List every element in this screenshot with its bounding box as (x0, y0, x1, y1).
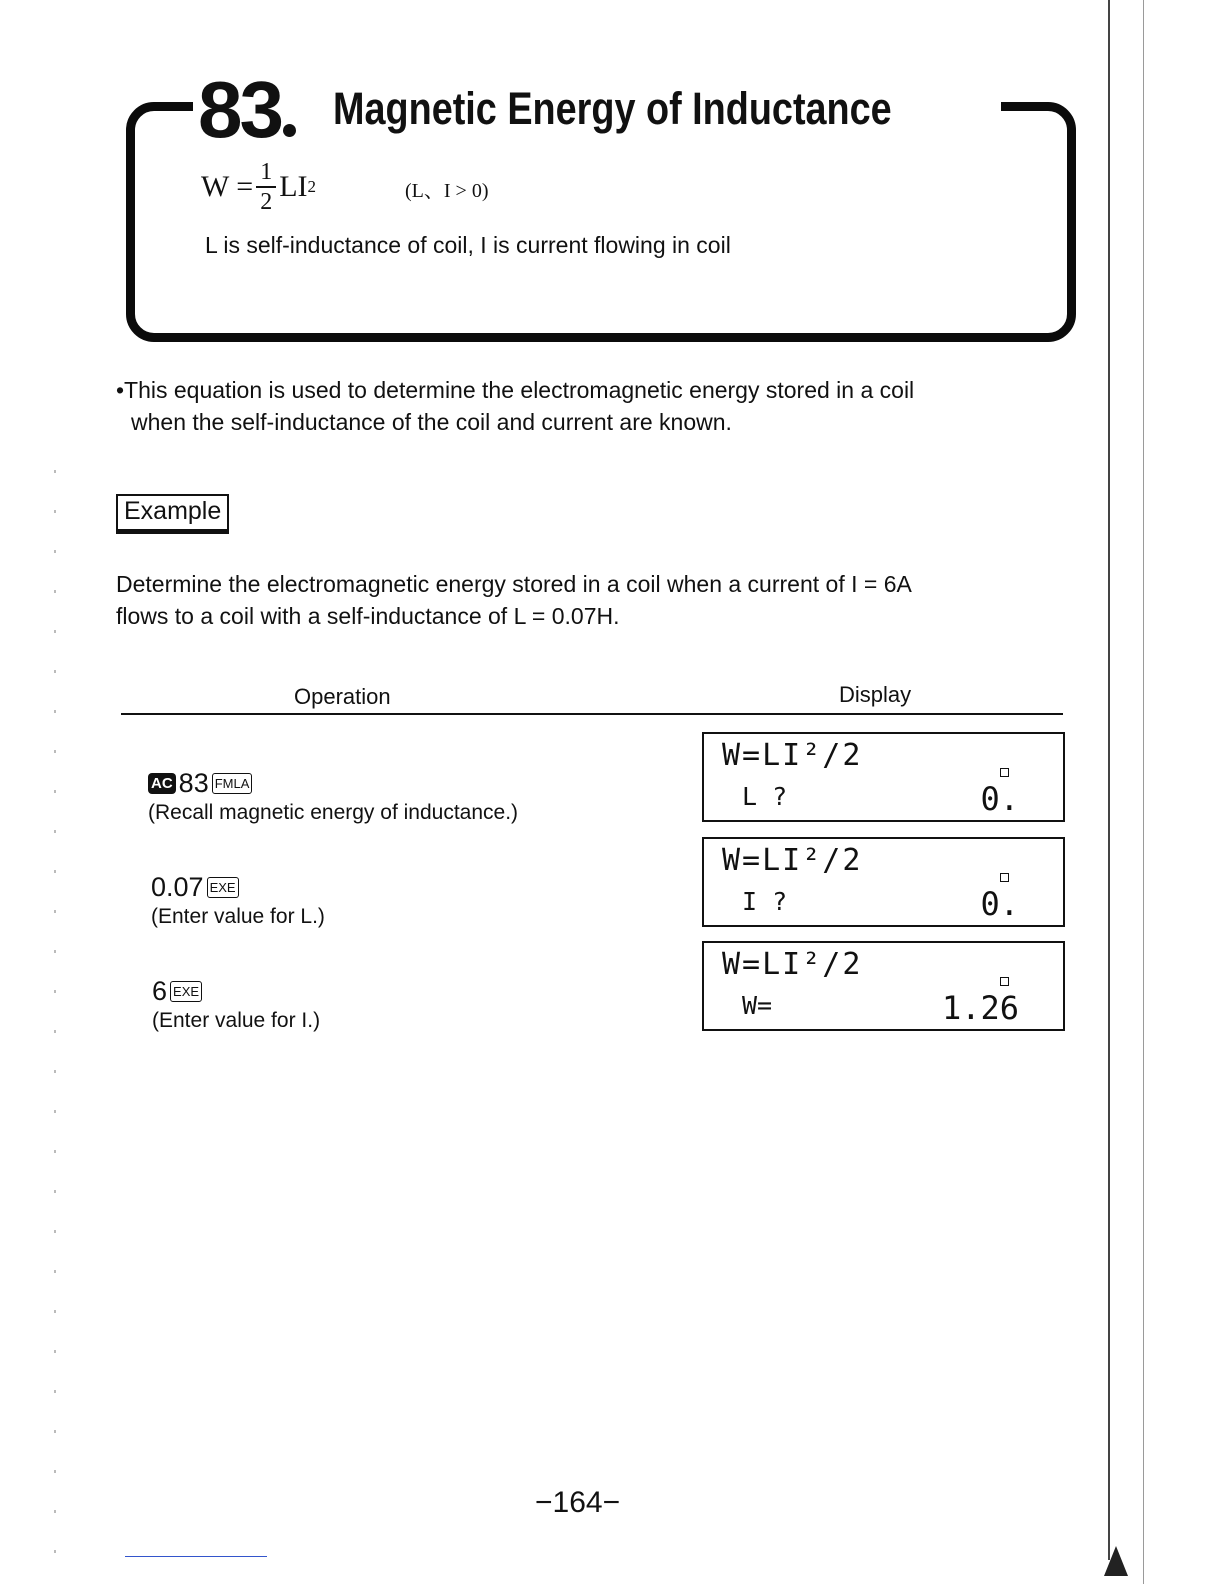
table-header-rule (121, 713, 1063, 715)
lcd-value: 0. (980, 885, 1019, 923)
lcd-prompt: L ? (742, 782, 788, 811)
lcd-value: 0. (980, 780, 1019, 818)
formula-lhs: W = (201, 170, 254, 203)
lcd-indicator-icon (1000, 873, 1009, 882)
footer-line (125, 1556, 267, 1557)
step-note: (Enter value for L.) (151, 905, 325, 928)
step-note: (Enter value for I.) (152, 1009, 321, 1032)
step-input: 6 (152, 976, 168, 1006)
lcd-display-1 (702, 732, 1065, 822)
step-input: 83 (178, 768, 209, 798)
formula-fraction: $\frac{1}{2}$ (256, 160, 276, 214)
step-1-operation (148, 768, 518, 825)
formula-exponent: 2 (307, 177, 317, 196)
lcd-formula: W=LI²/2 (722, 947, 863, 982)
example-problem: Determine the electromagnetic energy stored in a coil when a current of I = 6A flows to a coil with a self-inductance of L = 0.07H. (116, 571, 912, 629)
lcd-formula: W=LI²/2 (722, 843, 863, 878)
step-2-operation (151, 872, 325, 929)
lcd-value: 1.26 (941, 989, 1019, 1027)
formula (201, 160, 316, 214)
display-column-header: Display (839, 682, 912, 707)
binding-marker (1104, 1546, 1128, 1576)
operation-column-header: Operation (294, 684, 391, 709)
lcd-indicator-icon (1000, 768, 1009, 777)
section-number: 83 (198, 70, 296, 150)
section-title: Magnetic Energy of Inductance (333, 83, 892, 134)
formula-condition: (L、I > 0) (405, 180, 489, 202)
lcd-prompt: I ? (742, 887, 788, 916)
ac-key: AC (148, 773, 176, 794)
binding-edge (1108, 0, 1110, 1560)
example-label: Example (116, 494, 229, 534)
margin-punch-dots (54, 470, 56, 1570)
lcd-prompt: W= (742, 991, 773, 1020)
exe-key: EXE (170, 981, 202, 1002)
lcd-display-2 (702, 837, 1065, 927)
exe-key: EXE (207, 877, 239, 898)
page-number: −164− (535, 1486, 621, 1519)
lcd-display-3 (702, 941, 1065, 1031)
page-edge (1143, 0, 1144, 1584)
step-3-operation (152, 976, 320, 1033)
lcd-formula: W=LI²/2 (722, 738, 863, 773)
fmla-key: FMLA (212, 773, 253, 794)
usage-note: •This equation is used to determine the electromagnetic energy stored in a coil when the self-inductance of the coil and current are known. (116, 377, 915, 435)
formula-rhs: LI (279, 170, 308, 203)
formula-description: L is self-inductance of coil, I is current flowing in coil (205, 232, 731, 258)
step-note: (Recall magnetic energy of inductance.) (148, 801, 519, 824)
step-input: 0.07 (151, 872, 204, 902)
lcd-indicator-icon (1000, 977, 1009, 986)
